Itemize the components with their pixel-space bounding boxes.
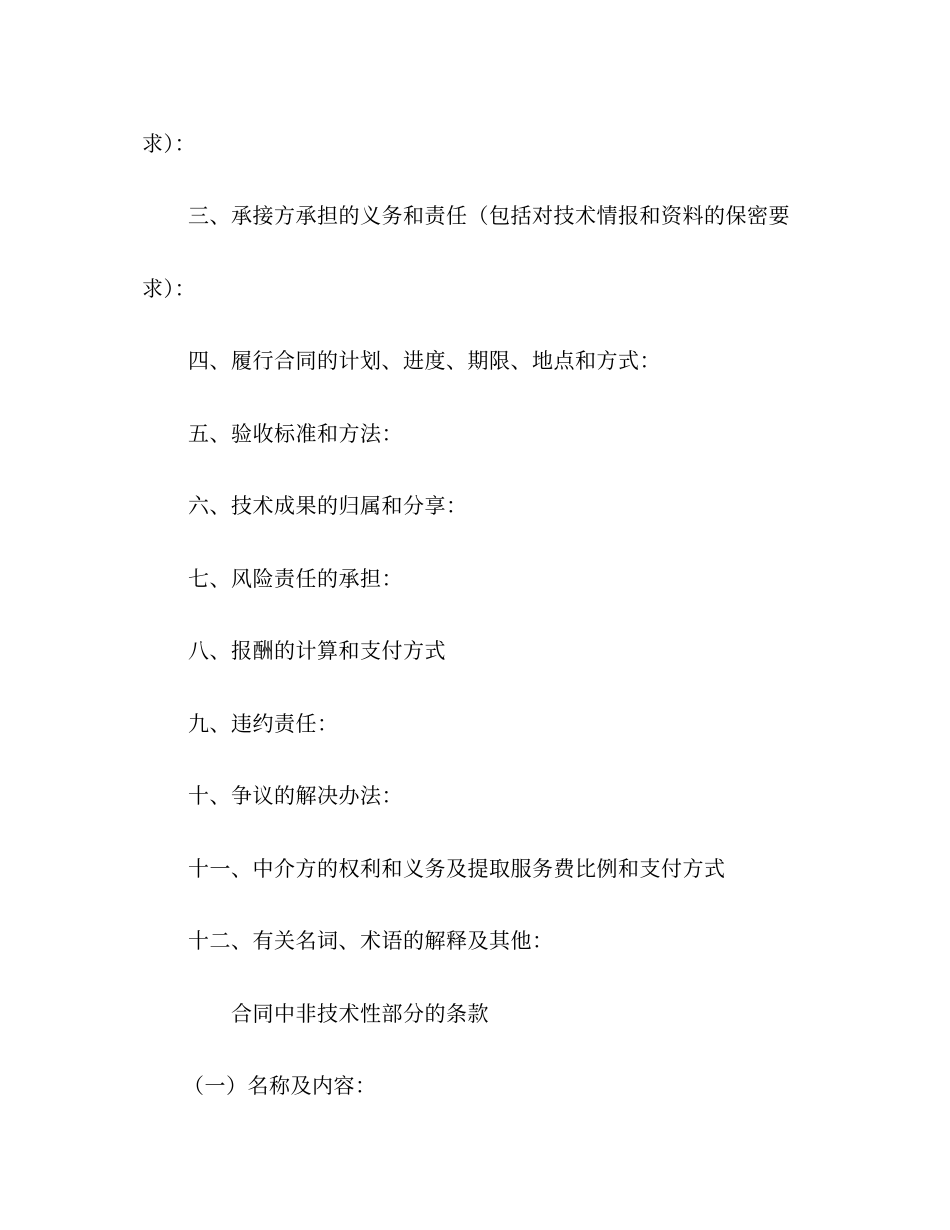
clause-6: 六、技术成果的归属和分享：: [188, 494, 468, 518]
clause-4: 四、履行合同的计划、进度、期限、地点和方式：: [188, 349, 661, 373]
clause-3: 三、承接方承担的义务和责任（包括对技术情报和资料的保密要: [188, 204, 790, 228]
clause-9: 九、违约责任：: [188, 712, 339, 736]
section-heading: 合同中非技术性部分的条款: [231, 1002, 489, 1026]
text-line-continuation-1: 求）：: [142, 132, 196, 156]
clause-8: 八、报酬的计算和支付方式: [188, 639, 446, 663]
clause-10: 十、争议的解决办法：: [188, 784, 403, 808]
clause-11: 十一、中介方的权利和义务及提取服务费比例和支付方式: [188, 857, 726, 881]
sub-item-1: （一）名称及内容：: [183, 1074, 377, 1098]
clause-7: 七、风险责任的承担：: [188, 567, 403, 591]
text-line-continuation-2: 求）：: [142, 277, 196, 301]
clause-5: 五、验收标准和方法：: [188, 422, 403, 446]
clause-12: 十二、有关名词、术语的解释及其他：: [188, 929, 554, 953]
